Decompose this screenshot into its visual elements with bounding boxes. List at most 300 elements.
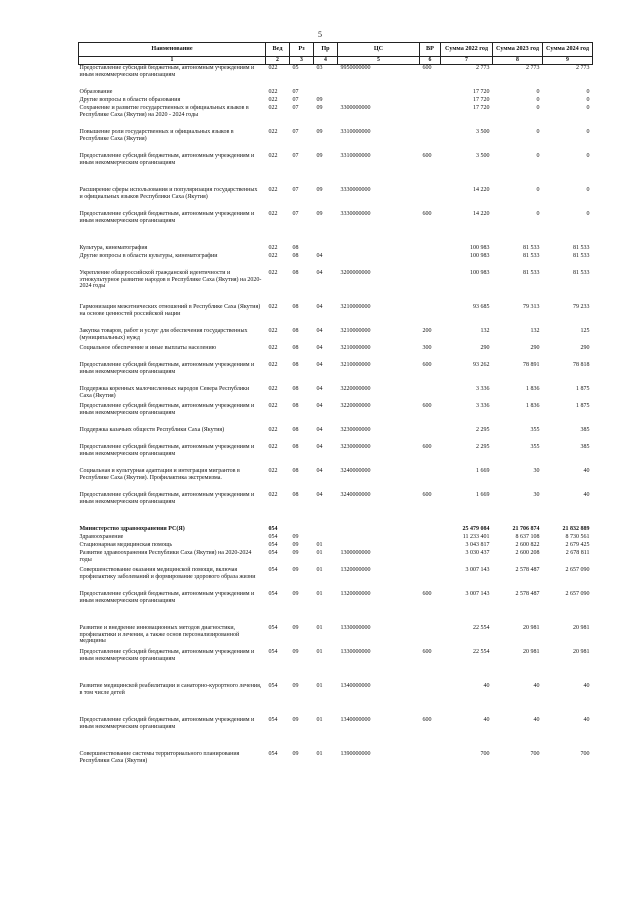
row-vr xyxy=(420,304,441,328)
row-sum-2024: 0 xyxy=(586,88,590,95)
row-sum-2022: 22 554 xyxy=(473,648,490,655)
row-cs: 1320000000 xyxy=(340,590,371,597)
row-ved: 022 xyxy=(268,443,278,450)
row-name: Совершенствование системы территориального планирования Республики Саха (Якутия) xyxy=(79,750,240,764)
row-ved: 022 xyxy=(268,303,278,310)
row-ved: 022 xyxy=(268,491,278,498)
table-row xyxy=(79,427,593,444)
row-rz: 08 xyxy=(292,467,299,474)
row-rz: 08 xyxy=(292,491,299,498)
row-vr: 600 xyxy=(422,64,432,71)
col-header-name: Наименование xyxy=(79,43,266,57)
row-sum-2023: 81 533 xyxy=(523,244,540,251)
row-pr: 04 xyxy=(316,467,323,474)
row-ved: 022 xyxy=(268,186,278,193)
row-ved: 054 xyxy=(268,533,278,540)
row-sum-2023: 0 xyxy=(536,152,540,159)
table-row xyxy=(79,444,593,468)
row-cs xyxy=(338,253,420,270)
row-rz: 09 xyxy=(292,566,299,573)
row-sum-2022: 3 007 143 xyxy=(465,590,490,597)
table-row xyxy=(79,649,593,683)
table-row xyxy=(79,64,593,89)
row-cs: 3240000000 xyxy=(340,491,371,498)
row-sum-2022: 17 720 xyxy=(473,88,490,95)
row-cs: 3240000000 xyxy=(340,467,371,474)
header-row xyxy=(79,43,593,57)
table-row xyxy=(79,542,593,550)
row-sum-2022: 40 xyxy=(483,716,490,723)
row-sum-2023: 2 600 208 xyxy=(515,549,540,556)
row-sum-2024: 2 657 090 xyxy=(565,590,590,597)
table-body xyxy=(79,64,593,768)
row-pr: 09 xyxy=(316,186,323,193)
row-sum-2023: 132 xyxy=(530,327,540,334)
column-number-row xyxy=(79,56,593,64)
col-header-rz: Рз xyxy=(290,43,314,57)
row-name: Культура, кинематография xyxy=(79,244,148,251)
row-vr xyxy=(420,683,441,717)
row-sum-2022: 40 xyxy=(483,682,490,689)
row-sum-2022: 700 xyxy=(480,750,490,757)
row-sum-2023: 2 600 822 xyxy=(515,541,540,548)
row-ved: 022 xyxy=(268,426,278,433)
row-name: Развитие медицинской реабилитации и санаторно-курортного лечения, в том числе детей xyxy=(79,682,262,696)
row-name: Поддержка коренных малочисленных народов Севера Республики Саха (Якутия) xyxy=(79,385,250,399)
row-vr: 600 xyxy=(422,648,432,655)
col-number: 1 xyxy=(79,56,266,64)
table-row xyxy=(79,304,593,328)
row-ved: 022 xyxy=(268,361,278,368)
row-sum-2022: 2 773 xyxy=(476,64,490,71)
row-cs: 3230000000 xyxy=(340,426,371,433)
row-ved: 022 xyxy=(268,385,278,392)
row-pr xyxy=(314,89,338,97)
budget-table xyxy=(78,42,593,768)
table-row xyxy=(79,187,593,211)
row-cs: 3220000000 xyxy=(340,385,371,392)
row-ved: 054 xyxy=(268,525,278,532)
row-sum-2024: 0 xyxy=(586,152,590,159)
row-cs: 1340000000 xyxy=(340,716,371,723)
row-rz: 08 xyxy=(292,303,299,310)
row-name: Поддержка казачьих обществ Республики Саха (Якутия) xyxy=(79,426,225,433)
row-rz: 08 xyxy=(292,361,299,368)
row-cs: 3230000000 xyxy=(340,443,371,450)
row-cs: 1320000000 xyxy=(340,566,371,573)
row-sum-2024: 40 xyxy=(583,682,590,689)
row-sum-2024: 0 xyxy=(586,186,590,193)
col-number: 6 xyxy=(420,56,441,64)
row-sum-2024: 700 xyxy=(580,750,590,757)
row-rz: 09 xyxy=(292,716,299,723)
row-cs xyxy=(338,97,420,105)
row-sum-2024: 21 832 889 xyxy=(562,525,590,532)
row-cs: 3330000000 xyxy=(340,186,371,193)
row-ved: 054 xyxy=(268,549,278,556)
row-cs xyxy=(338,526,420,534)
table-row xyxy=(79,89,593,97)
col-number: 8 xyxy=(493,56,543,64)
row-sum-2022: 11 233 401 xyxy=(462,533,490,540)
row-cs: 1340000000 xyxy=(340,682,371,689)
col-header-ved: Вед xyxy=(266,43,290,57)
row-sum-2023: 0 xyxy=(536,104,540,111)
row-name: Гармонизация межэтнических отношений в Республике Саха (Якутия) на основе ценностей российской нации xyxy=(79,303,261,317)
row-name: Предоставление субсидий бюджетным, автономным учреждениям и иным некоммерческим организациям xyxy=(79,402,255,416)
row-sum-2023: 355 xyxy=(530,443,540,450)
col-header-sum-2023: Сумма 2023 год xyxy=(493,43,543,57)
col-header-pr: Пр xyxy=(314,43,338,57)
row-pr: 04 xyxy=(316,385,323,392)
row-rz: 08 xyxy=(292,385,299,392)
row-vr: 600 xyxy=(422,210,432,217)
row-rz: 09 xyxy=(292,590,299,597)
row-rz xyxy=(290,526,314,534)
row-name: Предоставление субсидий бюджетным, автономным учреждениям и иным некоммерческим организациям xyxy=(79,361,255,375)
row-name: Совершенствование оказания медицинской помощи, включая профилактику заболеваний и формирование здорового образа жизни xyxy=(79,566,256,580)
row-sum-2024: 1 875 xyxy=(576,402,590,409)
row-rz: 09 xyxy=(292,533,299,540)
row-sum-2023: 78 891 xyxy=(523,361,540,368)
row-ved: 022 xyxy=(268,252,278,259)
row-name: Министерство здравоохранения РС(Я) xyxy=(79,525,185,532)
table-row xyxy=(79,245,593,253)
row-sum-2024: 290 xyxy=(580,344,590,351)
row-cs: 1330000000 xyxy=(340,648,371,655)
row-rz: 07 xyxy=(292,152,299,159)
row-sum-2024: 79 233 xyxy=(573,303,590,310)
row-sum-2023: 40 xyxy=(533,682,540,689)
row-vr xyxy=(420,468,441,492)
row-sum-2022: 3 336 xyxy=(476,402,490,409)
row-vr: 200 xyxy=(422,327,432,334)
row-sum-2023: 2 578 487 xyxy=(515,590,540,597)
row-pr: 01 xyxy=(316,750,323,757)
row-pr: 01 xyxy=(316,541,323,548)
row-sum-2024: 2 678 811 xyxy=(565,549,590,556)
row-sum-2022: 17 720 xyxy=(473,104,490,111)
table-row xyxy=(79,550,593,567)
row-pr: 09 xyxy=(316,152,323,159)
row-rz: 07 xyxy=(292,128,299,135)
row-sum-2022: 1 669 xyxy=(476,467,490,474)
row-ved: 054 xyxy=(268,566,278,573)
row-rz: 08 xyxy=(292,244,299,251)
row-sum-2024: 0 xyxy=(586,96,590,103)
row-name: Укрепление общероссийской гражданской идентичности и этнокультурное развитие народов в Республике Саха (Якутия) на 2020-2024 годы xyxy=(79,269,262,290)
row-name: Другие вопросы в области образования xyxy=(79,96,181,103)
row-sum-2023: 0 xyxy=(536,186,540,193)
row-pr: 04 xyxy=(316,491,323,498)
table-row xyxy=(79,105,593,129)
row-sum-2023: 0 xyxy=(536,128,540,135)
row-vr: 600 xyxy=(422,443,432,450)
row-sum-2024: 81 533 xyxy=(573,244,590,251)
table-row xyxy=(79,534,593,542)
row-sum-2022: 22 554 xyxy=(473,624,490,631)
row-pr: 04 xyxy=(316,269,323,276)
row-sum-2024: 2 679 425 xyxy=(565,541,590,548)
row-vr: 300 xyxy=(422,344,432,351)
row-cs: 3310000000 xyxy=(340,152,371,159)
row-sum-2024: 20 981 xyxy=(573,624,590,631)
col-header-sum-2022: Сумма 2022 год xyxy=(441,43,493,57)
row-pr: 04 xyxy=(316,344,323,351)
table-row xyxy=(79,97,593,105)
row-ved: 054 xyxy=(268,716,278,723)
row-sum-2023: 0 xyxy=(536,88,540,95)
row-sum-2023: 0 xyxy=(536,210,540,217)
row-ved: 022 xyxy=(268,327,278,334)
row-sum-2023: 20 981 xyxy=(523,624,540,631)
row-rz: 09 xyxy=(292,624,299,631)
row-sum-2024: 20 981 xyxy=(573,648,590,655)
row-sum-2024: 0 xyxy=(586,210,590,217)
row-sum-2024: 40 xyxy=(583,467,590,474)
row-sum-2024: 2 657 090 xyxy=(565,566,590,573)
col-number: 9 xyxy=(543,56,593,64)
row-sum-2024: 81 533 xyxy=(573,252,590,259)
row-cs: 3210000000 xyxy=(340,344,371,351)
row-name: Развитие и внедрение инновационных методов диагностики, профилактики и лечения, а также основ персонализированной медицины xyxy=(79,624,240,645)
row-sum-2022: 25 479 084 xyxy=(462,525,490,532)
row-sum-2022: 100 983 xyxy=(470,269,490,276)
row-pr: 04 xyxy=(316,443,323,450)
row-vr xyxy=(420,386,441,403)
row-pr: 01 xyxy=(316,716,323,723)
row-sum-2022: 132 xyxy=(480,327,490,334)
row-name: Стационарная медицинская помощь xyxy=(79,541,173,548)
row-ved: 054 xyxy=(268,541,278,548)
table-row xyxy=(79,683,593,717)
row-pr: 09 xyxy=(316,96,323,103)
row-ved: 022 xyxy=(268,64,278,71)
row-cs: 3330000000 xyxy=(340,210,371,217)
row-rz: 08 xyxy=(292,252,299,259)
row-sum-2023: 79 313 xyxy=(523,303,540,310)
row-ved: 022 xyxy=(268,88,278,95)
col-header-sum-2024: Сумма 2024 год xyxy=(543,43,593,57)
row-vr: 600 xyxy=(422,716,432,723)
row-name: Расширение сферы использования и популяризация государственных и официальных языков Республики Саха (Якутия) xyxy=(79,186,258,200)
row-pr: 04 xyxy=(316,402,323,409)
row-vr: 600 xyxy=(422,361,432,368)
row-cs: 1300000000 xyxy=(340,549,371,556)
table-row xyxy=(79,526,593,534)
row-pr: 04 xyxy=(316,361,323,368)
row-name: Предоставление субсидий бюджетным, автономным учреждениям и иным некоммерческим организациям xyxy=(79,648,255,662)
row-sum-2023: 81 533 xyxy=(523,252,540,259)
col-number: 2 xyxy=(266,56,290,64)
row-vr xyxy=(420,751,441,768)
row-pr: 04 xyxy=(316,252,323,259)
row-sum-2023: 2 578 487 xyxy=(515,566,540,573)
row-name: Предоставление субсидий бюджетным, автономным учреждениям и иным некоммерческим организациям xyxy=(79,491,255,505)
row-name: Предоставление субсидий бюджетным, автономным учреждениям и иным некоммерческим организациям xyxy=(79,716,255,730)
row-sum-2023: 700 xyxy=(530,750,540,757)
row-sum-2023: 0 xyxy=(536,96,540,103)
row-sum-2023: 30 xyxy=(533,467,540,474)
col-header-cs: ЦС xyxy=(338,43,420,57)
row-name: Развитие здравоохранения Республики Саха (Якутия) на 2020-2024 годы xyxy=(79,549,252,563)
table-row xyxy=(79,270,593,304)
row-name: Предоставление субсидий бюджетным, автономным учреждениям и иным некоммерческим организациям xyxy=(79,210,255,224)
col-number: 4 xyxy=(314,56,338,64)
row-pr: 01 xyxy=(316,549,323,556)
row-ved: 022 xyxy=(268,96,278,103)
row-vr xyxy=(420,129,441,153)
row-ved: 022 xyxy=(268,244,278,251)
row-name: Повышение роли государственных и официальных языков в Республике Саха (Якутия) xyxy=(79,128,234,142)
row-vr: 600 xyxy=(422,491,432,498)
row-pr: 04 xyxy=(316,303,323,310)
row-sum-2024: 385 xyxy=(580,443,590,450)
row-vr xyxy=(420,534,441,542)
row-pr: 01 xyxy=(316,682,323,689)
row-rz: 07 xyxy=(292,88,299,95)
row-rz: 08 xyxy=(292,344,299,351)
table-row xyxy=(79,153,593,187)
row-name: Предоставление субсидий бюджетным, автономным учреждениям и иным некоммерческим организациям xyxy=(79,64,255,78)
row-rz: 08 xyxy=(292,402,299,409)
table-row xyxy=(79,211,593,245)
row-sum-2022: 2 295 xyxy=(476,426,490,433)
row-pr: 01 xyxy=(316,648,323,655)
row-ved: 022 xyxy=(268,128,278,135)
row-cs: 3310000000 xyxy=(340,128,371,135)
row-sum-2023: 1 836 xyxy=(526,402,540,409)
table-row xyxy=(79,751,593,768)
row-sum-2022: 3 007 143 xyxy=(465,566,490,573)
row-sum-2022: 100 983 xyxy=(470,252,490,259)
row-sum-2023: 40 xyxy=(533,716,540,723)
row-vr: 600 xyxy=(422,152,432,159)
row-pr: 09 xyxy=(316,210,323,217)
row-ved: 022 xyxy=(268,467,278,474)
row-rz: 08 xyxy=(292,443,299,450)
row-pr: 09 xyxy=(316,104,323,111)
row-sum-2023: 21 706 874 xyxy=(512,525,540,532)
row-sum-2022: 3 500 xyxy=(476,152,490,159)
col-number: 7 xyxy=(441,56,493,64)
row-rz: 07 xyxy=(292,104,299,111)
row-sum-2022: 100 983 xyxy=(470,244,490,251)
row-sum-2022: 93 262 xyxy=(473,361,490,368)
row-name: Социальное обеспечение и иные выплаты населению xyxy=(79,344,217,351)
table-row xyxy=(79,403,593,427)
row-sum-2023: 355 xyxy=(530,426,540,433)
row-cs: 9950000000 xyxy=(340,64,371,71)
row-rz: 08 xyxy=(292,426,299,433)
row-vr xyxy=(420,550,441,567)
row-vr xyxy=(420,270,441,304)
col-number: 3 xyxy=(290,56,314,64)
col-number: 5 xyxy=(338,56,420,64)
row-cs xyxy=(338,542,420,550)
row-sum-2024: 1 875 xyxy=(576,385,590,392)
row-pr: 01 xyxy=(316,590,323,597)
row-rz: 09 xyxy=(292,750,299,757)
row-cs: 1330000000 xyxy=(340,624,371,631)
row-sum-2024: 0 xyxy=(586,104,590,111)
row-cs: 3300000000 xyxy=(340,104,371,111)
row-sum-2023: 20 981 xyxy=(523,648,540,655)
table-row xyxy=(79,492,593,526)
row-rz: 09 xyxy=(292,648,299,655)
row-cs: 3220000000 xyxy=(340,402,371,409)
row-rz: 08 xyxy=(292,327,299,334)
row-vr xyxy=(420,105,441,129)
row-sum-2022: 3 043 817 xyxy=(465,541,490,548)
row-ved: 022 xyxy=(268,402,278,409)
row-pr: 09 xyxy=(316,128,323,135)
row-rz: 05 xyxy=(292,64,299,71)
row-name: Другие вопросы в области культуры, кинематографии xyxy=(79,252,218,259)
row-pr xyxy=(314,245,338,253)
row-cs: 3210000000 xyxy=(340,303,371,310)
table-row xyxy=(79,328,593,345)
row-pr: 03 xyxy=(316,64,323,71)
row-vr xyxy=(420,526,441,534)
row-sum-2023: 2 773 xyxy=(526,64,540,71)
row-sum-2023: 81 533 xyxy=(523,269,540,276)
row-vr xyxy=(420,625,441,649)
table-row xyxy=(79,591,593,625)
row-pr: 04 xyxy=(316,426,323,433)
row-rz: 07 xyxy=(292,96,299,103)
row-name: Сохранение и развитие государственных и официальных языков в Республике Саха (Якутия) на 2020 - 2024 годы xyxy=(79,104,249,118)
row-vr xyxy=(420,89,441,97)
row-sum-2024: 385 xyxy=(580,426,590,433)
row-sum-2023: 290 xyxy=(530,344,540,351)
table-row xyxy=(79,129,593,153)
row-sum-2022: 290 xyxy=(480,344,490,351)
row-vr xyxy=(420,542,441,550)
row-rz: 07 xyxy=(292,186,299,193)
row-pr xyxy=(314,534,338,542)
row-vr xyxy=(420,253,441,270)
row-vr xyxy=(420,427,441,444)
row-cs xyxy=(338,534,420,542)
row-rz: 09 xyxy=(292,682,299,689)
row-sum-2024: 0 xyxy=(586,128,590,135)
row-rz: 09 xyxy=(292,549,299,556)
row-name: Предоставление субсидий бюджетным, автономным учреждениям и иным некоммерческим организациям xyxy=(79,152,255,166)
row-sum-2022: 3 500 xyxy=(476,128,490,135)
row-name: Предоставление субсидий бюджетным, автономным учреждениям и иным некоммерческим организациям xyxy=(79,443,255,457)
row-ved: 054 xyxy=(268,624,278,631)
row-cs: 3210000000 xyxy=(340,327,371,334)
row-pr: 04 xyxy=(316,327,323,334)
row-vr xyxy=(420,97,441,105)
row-vr: 600 xyxy=(422,402,432,409)
row-sum-2024: 81 533 xyxy=(573,269,590,276)
row-ved: 022 xyxy=(268,344,278,351)
row-sum-2022: 93 685 xyxy=(473,303,490,310)
row-sum-2022: 14 220 xyxy=(473,186,490,193)
table-row xyxy=(79,567,593,591)
row-cs: 3210000000 xyxy=(340,361,371,368)
row-ved: 022 xyxy=(268,210,278,217)
table-row xyxy=(79,625,593,649)
row-name: Предоставление субсидий бюджетным, автономным учреждениям и иным некоммерческим организациям xyxy=(79,590,255,604)
table-row xyxy=(79,253,593,270)
col-header-vr: ВР xyxy=(420,43,441,57)
row-pr: 01 xyxy=(316,566,323,573)
row-vr xyxy=(420,187,441,211)
row-cs xyxy=(338,245,420,253)
